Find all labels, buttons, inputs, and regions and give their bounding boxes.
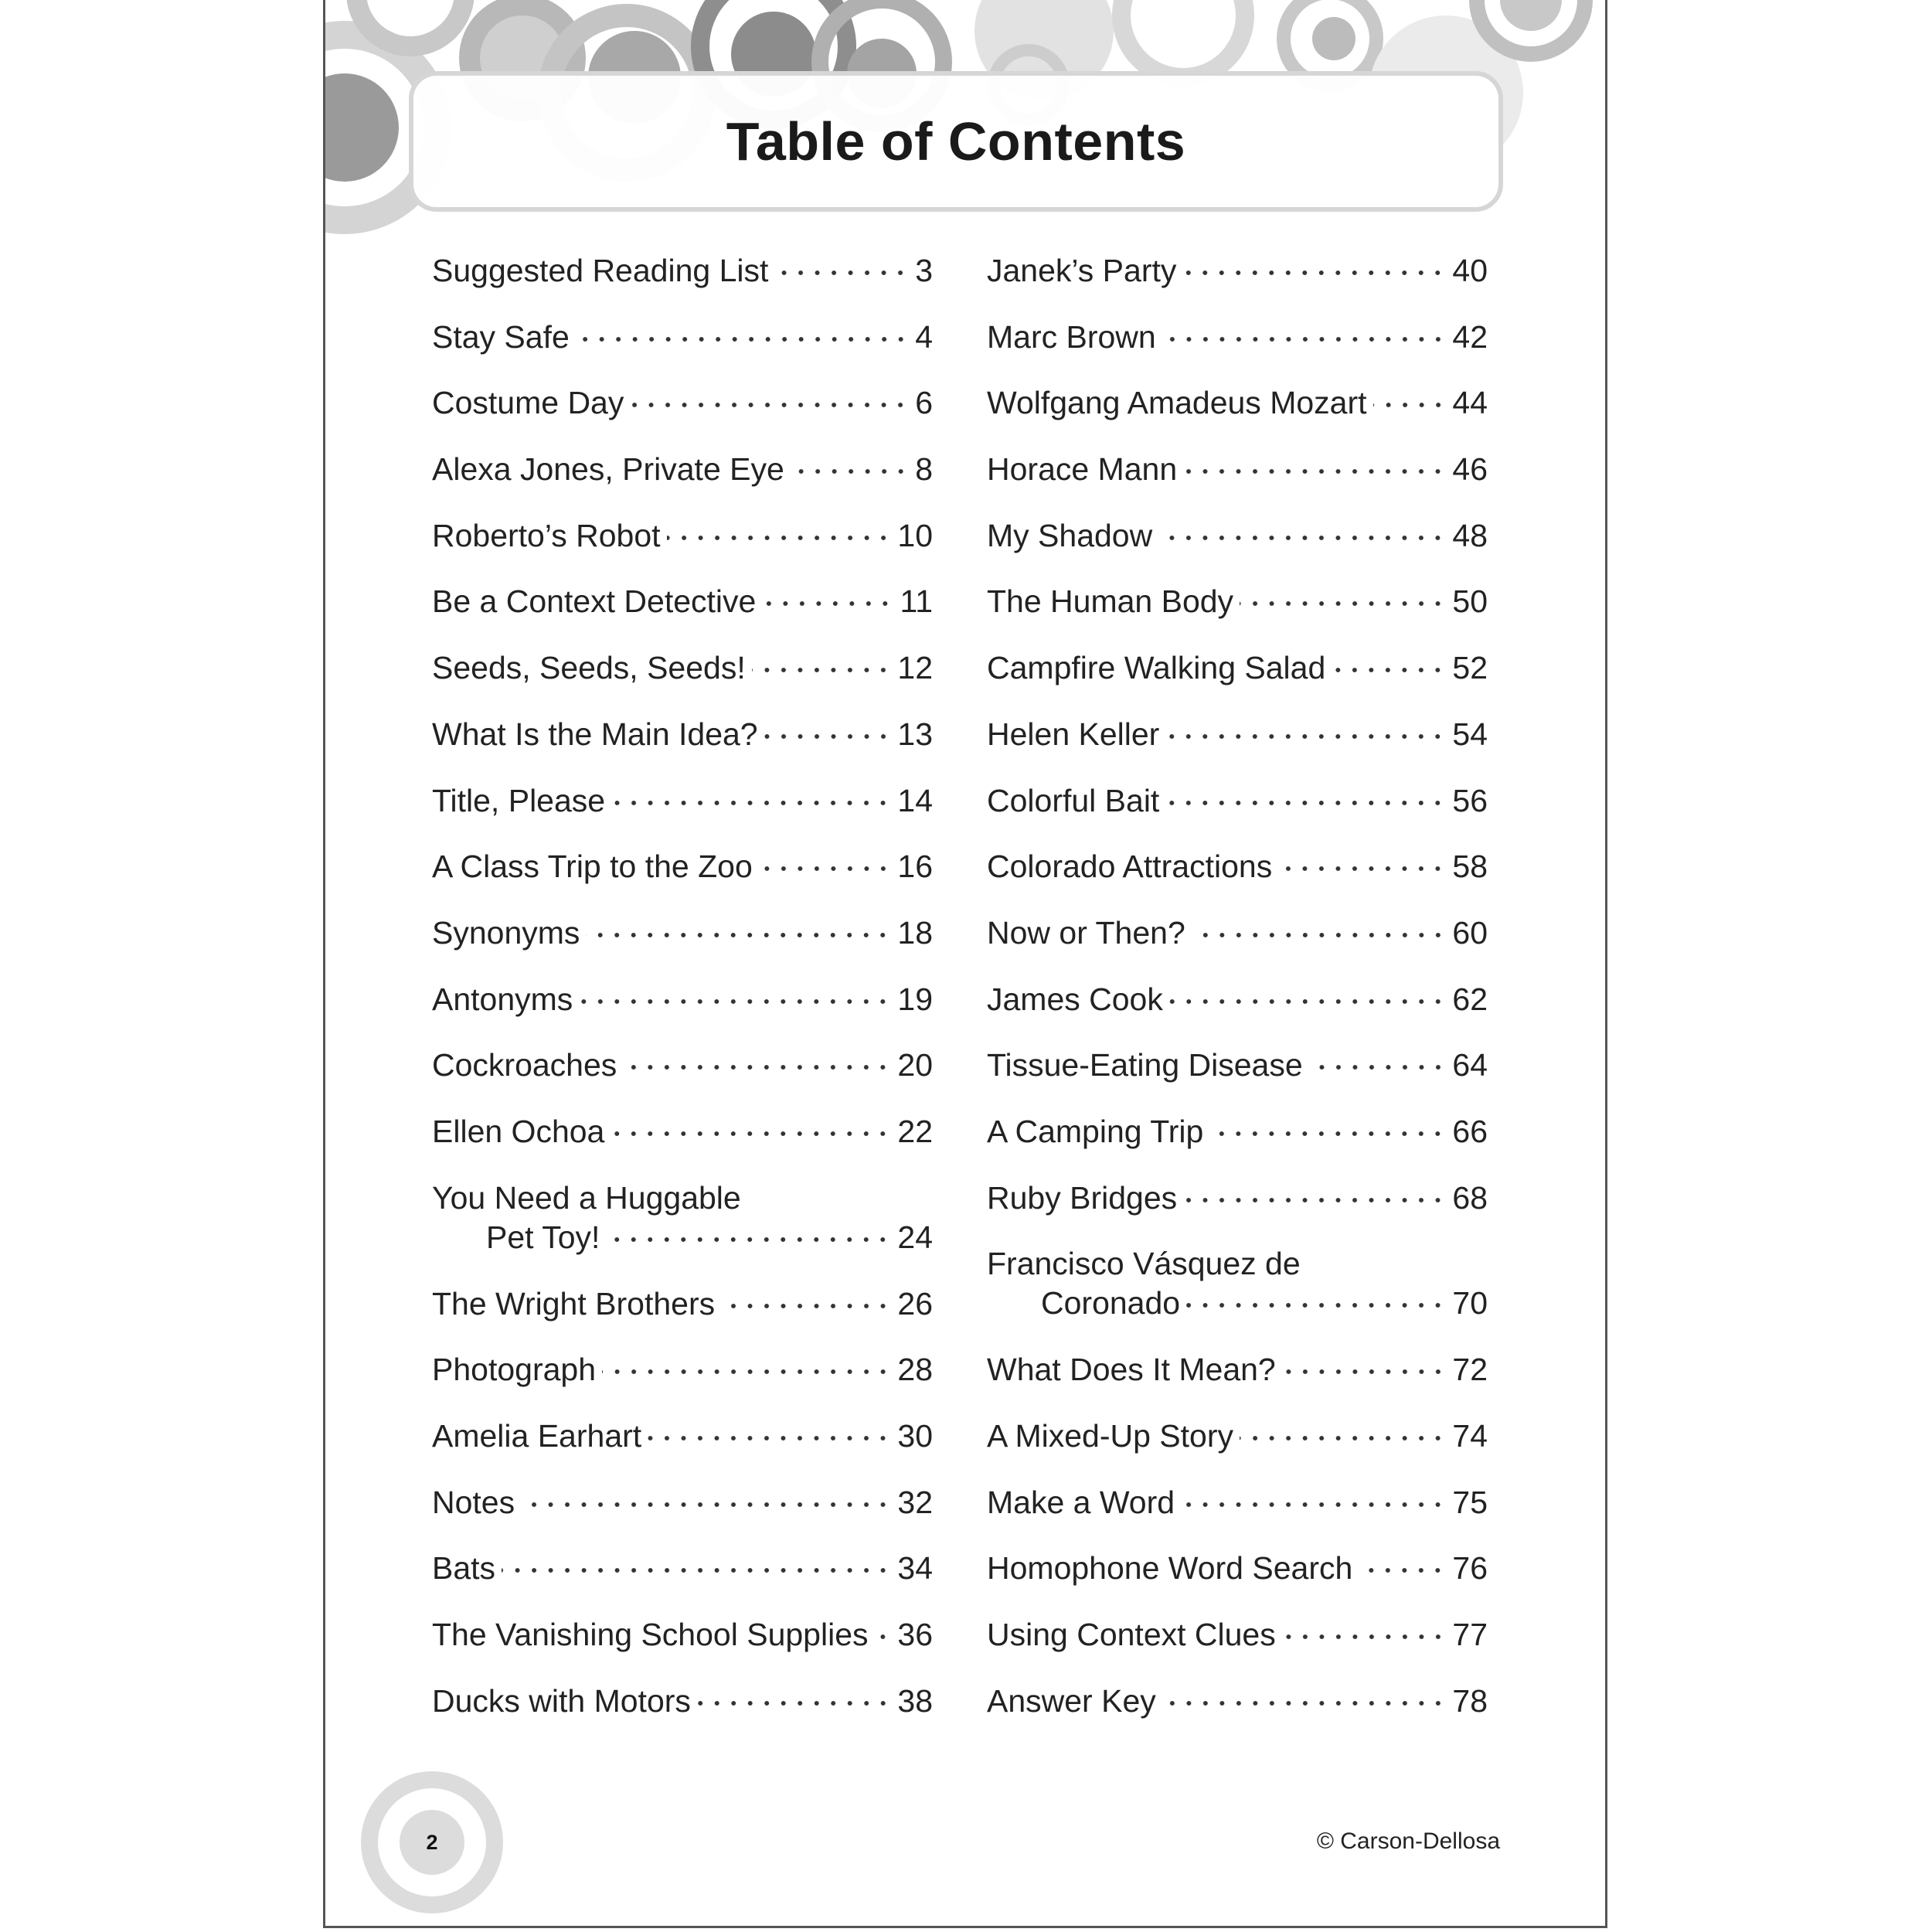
toc-entry: [432, 449, 933, 515]
dot-leader: [1359, 1563, 1446, 1579]
toc-entry-title: Roberto’s Robot: [432, 517, 661, 553]
toc-entry-title-continuation: Pet Toy!: [486, 1219, 600, 1255]
toc-entry: [987, 1548, 1488, 1614]
toc-entry-row: [987, 515, 1488, 556]
toc-entry: [987, 913, 1488, 979]
toc-entry-page-number: 14: [897, 782, 933, 818]
toc-entry-row: [987, 1482, 1488, 1522]
toc-entry-row: [987, 846, 1488, 886]
toc-entry-title: Costume Day: [432, 385, 624, 421]
toc-entry-page-number: 16: [897, 849, 933, 885]
dot-leader: [586, 928, 891, 944]
toc-entry-title: Suggested Reading List: [432, 253, 769, 288]
toc-entry-page-number: 24: [897, 1219, 933, 1255]
toc-entry: [432, 1349, 933, 1416]
toc-entry-row: [432, 1349, 933, 1389]
toc-entry-row: [432, 383, 933, 423]
toc-entry-page-number: 8: [915, 451, 933, 488]
toc-entry-page-number: 22: [897, 1113, 933, 1149]
dot-leader: [1309, 1060, 1447, 1076]
toc-entry-row: [432, 1416, 933, 1456]
dot-leader: [1282, 1365, 1447, 1380]
toc-entry-page-number: 12: [897, 650, 933, 686]
dot-leader: [774, 266, 909, 281]
toc-entry-page-number: 74: [1452, 1418, 1488, 1454]
toc-entry-page-number: 48: [1452, 517, 1488, 553]
toc-entry-row: [987, 317, 1488, 357]
toc-entry-title: James Cook: [987, 981, 1163, 1017]
toc-entry: [987, 317, 1488, 383]
dot-leader: [1186, 1298, 1446, 1314]
toc-entry-page-number: 58: [1452, 849, 1488, 885]
page-number: 2: [400, 1810, 464, 1875]
toc-entry-page-number: 68: [1452, 1179, 1488, 1216]
dot-leader: [1165, 796, 1446, 811]
dot-leader: [1332, 663, 1446, 679]
dot-leader: [762, 597, 893, 612]
toc-entry: [987, 648, 1488, 714]
toc-entry-row: [432, 449, 933, 489]
toc-entry-title: Seeds, Seeds, Seeds!: [432, 650, 746, 686]
dot-leader: [1183, 1193, 1446, 1209]
toc-entry: [987, 1614, 1488, 1681]
toc-entry-title: Francisco Vásquez de: [987, 1246, 1301, 1282]
toc-entry-title: Be a Context Detective: [432, 583, 757, 620]
dot-leader: [1183, 464, 1446, 480]
toc-entry-row: [432, 913, 933, 953]
toc-entry-title: Colorado Attractions: [987, 849, 1273, 885]
toc-entry-row: [432, 1482, 933, 1522]
toc-entry-page-number: 72: [1452, 1352, 1488, 1388]
toc-entry-page-number: 19: [897, 981, 933, 1017]
toc-entry-title: Campfire Walking Salad: [987, 650, 1326, 686]
toc-entry: [987, 1111, 1488, 1178]
toc-entry-title-continuation: Coronado: [1041, 1285, 1181, 1321]
toc-entry-page-number: 36: [897, 1617, 933, 1653]
dot-leader: [1169, 995, 1447, 1010]
dot-leader: [1192, 928, 1447, 944]
toc-entry-page-number: 3: [915, 253, 933, 288]
toc-entry-title: Horace Mann: [987, 451, 1178, 488]
toc-entry-title: What Does It Mean?: [987, 1352, 1276, 1388]
dot-leader: [697, 1696, 891, 1712]
toc-entry-title: Using Context Clues: [987, 1617, 1276, 1653]
dot-leader: [667, 531, 892, 546]
toc-entry-page-number: 66: [1452, 1113, 1488, 1149]
toc-entry-title: A Camping Trip: [987, 1113, 1204, 1149]
dot-leader: [502, 1563, 891, 1579]
toc-entry: [987, 250, 1488, 317]
dot-leader: [1209, 1127, 1446, 1142]
toc-entry-row: [432, 979, 933, 1019]
toc-entry-row: [432, 250, 933, 291]
toc-entry: [432, 979, 933, 1046]
toc-entry-title: A Mixed-Up Story: [987, 1418, 1233, 1454]
toc-entry-page-number: 18: [897, 914, 933, 951]
toc-entry: [432, 1548, 933, 1614]
dot-leader: [791, 464, 909, 480]
dot-leader: [759, 862, 892, 877]
dot-leader: [623, 1060, 891, 1076]
toc-entry-title: The Wright Brothers: [432, 1285, 716, 1321]
dot-leader: [611, 796, 891, 811]
dot-leader: [1162, 1696, 1447, 1712]
toc-entry-title: Make a Word: [987, 1484, 1175, 1520]
toc-entry-page-number: 78: [1452, 1682, 1488, 1719]
toc-entry-page-number: 38: [897, 1682, 933, 1719]
toc-entry-row: [987, 1178, 1488, 1218]
toc-entry: [987, 1349, 1488, 1416]
toc-entry-row: [987, 1681, 1488, 1721]
toc-entry: [432, 1416, 933, 1482]
toc-entry: [987, 714, 1488, 781]
dot-leader: [1182, 266, 1446, 281]
dot-leader: [1278, 862, 1446, 877]
toc-entry-row: [432, 1681, 933, 1721]
toc-entry-row: [432, 1284, 933, 1324]
toc-entry-page-number: 54: [1452, 716, 1488, 752]
toc-entry-title: Tissue-Eating Disease: [987, 1047, 1303, 1083]
toc-entry-row: [987, 913, 1488, 953]
dot-leader: [1162, 332, 1447, 348]
toc-entry-row: [432, 714, 933, 754]
toc-entry-row: [987, 979, 1488, 1019]
toc-right-column: [987, 250, 1488, 1747]
toc-entry-title: Title, Please: [432, 782, 606, 818]
toc-entry-title: My Shadow: [987, 517, 1153, 553]
dot-leader: [1373, 398, 1447, 413]
toc-entry: [432, 913, 933, 979]
toc-entry-title: Ruby Bridges: [987, 1179, 1178, 1216]
dot-leader: [630, 398, 909, 413]
toc-entry-page-number: 77: [1452, 1617, 1488, 1653]
toc-entry-title: Helen Keller: [987, 716, 1160, 752]
toc-entry-title: Homophone Word Search: [987, 1550, 1353, 1587]
toc-entry-title: The Human Body: [987, 583, 1234, 620]
toc-entry: [432, 846, 933, 913]
toc-entry-row: [432, 781, 933, 821]
toc-entry-title: Answer Key: [987, 1682, 1156, 1719]
toc-entry-title: Antonyms: [432, 981, 573, 1017]
toc-entry: [987, 449, 1488, 515]
toc-entry-title: Synonyms: [432, 914, 580, 951]
toc-entry-page-number: 64: [1452, 1047, 1488, 1083]
toc-entry: [987, 1681, 1488, 1747]
toc-entry: [987, 846, 1488, 913]
toc-entry-page-number: 75: [1452, 1484, 1488, 1520]
toc-entry-row: [987, 714, 1488, 754]
toc-entry-row: [432, 1217, 933, 1257]
toc-entry-row: [432, 1111, 933, 1151]
toc-entry-page-number: 34: [897, 1550, 933, 1587]
toc-entry-row: [432, 846, 933, 886]
toc-entry: [432, 1614, 933, 1681]
toc-entry-row: [987, 581, 1488, 621]
toc-entry: [987, 1045, 1488, 1111]
toc-entry-page-number: 46: [1452, 451, 1488, 488]
toc-entry: [432, 714, 933, 781]
toc-entry: [987, 1482, 1488, 1549]
toc-entry-title: A Class Trip to the Zoo: [432, 849, 753, 885]
toc-entry-page-number: 26: [897, 1285, 933, 1321]
book-page: [323, 0, 1607, 1928]
toc-entry-page-number: 30: [897, 1418, 933, 1454]
dot-leader: [1158, 531, 1446, 546]
toc-entry: [432, 250, 933, 317]
toc-entry-page-number: 56: [1452, 782, 1488, 818]
toc-entry-row: [987, 781, 1488, 821]
page-number-badge: [361, 1771, 503, 1913]
dot-leader: [606, 1233, 891, 1248]
toc-entry: [987, 515, 1488, 582]
toc-entry: [432, 1045, 933, 1111]
toc-entry: [987, 979, 1488, 1046]
toc-entry: [432, 648, 933, 714]
toc-entry: [987, 1178, 1488, 1244]
toc-entry-title: Ellen Ochoa: [432, 1113, 605, 1149]
toc-entry-row: [432, 317, 933, 357]
toc-entry-title: Wolfgang Amadeus Mozart: [987, 385, 1367, 421]
toc-entry-page-number: 42: [1452, 318, 1488, 355]
toc-entry: [432, 383, 933, 449]
toc-entry-page-number: 13: [897, 716, 933, 752]
toc-entry-row: [987, 1283, 1488, 1323]
dot-leader: [1240, 597, 1446, 612]
toc-entry-row: [432, 1548, 933, 1588]
toc-entry-page-number: 32: [897, 1484, 933, 1520]
toc-entry: [987, 1243, 1488, 1349]
dot-leader: [579, 995, 891, 1010]
toc-entry: [432, 581, 933, 648]
dot-leader: [1181, 1498, 1446, 1513]
copyright-notice: © Carson-Dellosa: [1316, 1828, 1500, 1854]
toc-entry: [432, 1111, 933, 1178]
toc-entry: [987, 781, 1488, 847]
toc-entry-page-number: 28: [897, 1352, 933, 1388]
toc-entry-page-number: 52: [1452, 650, 1488, 686]
toc-entry-row: [987, 1614, 1488, 1655]
toc-entry-row: [987, 250, 1488, 291]
toc-entry: [432, 1178, 933, 1284]
toc-entry-row: [987, 1045, 1488, 1085]
toc-entry: [987, 1416, 1488, 1482]
toc-entry-title: Photograph: [432, 1352, 597, 1388]
toc-entry-row: [987, 383, 1488, 423]
toc-entry-row: [432, 1045, 933, 1085]
toc-entry-page-number: 60: [1452, 914, 1488, 951]
toc-entry-title: Notes: [432, 1484, 515, 1520]
toc-entry-page-number: 10: [897, 517, 933, 553]
dot-leader: [875, 1630, 892, 1645]
toc-entry-page-number: 6: [915, 385, 933, 421]
toc-entry-title: Marc Brown: [987, 318, 1156, 355]
toc-entry-row: [987, 1349, 1488, 1389]
toc-entry-row: [987, 1548, 1488, 1588]
toc-entry-page-number: 44: [1452, 385, 1488, 421]
dot-leader: [1165, 730, 1446, 745]
toc-entry: [987, 383, 1488, 449]
toc-entry-row: [987, 1416, 1488, 1456]
toc-entry-row: [432, 1614, 933, 1655]
toc-left-column: [432, 250, 933, 1747]
dot-leader: [1240, 1431, 1446, 1447]
toc-entry-title: You Need a Huggable: [432, 1179, 741, 1216]
dot-leader: [521, 1498, 891, 1513]
toc-entry-row: [432, 515, 933, 556]
toc-entry-page-number: 76: [1452, 1550, 1488, 1587]
toc-entry-row: [987, 449, 1488, 489]
toc-entry-row: [987, 648, 1488, 688]
title-banner: [409, 71, 1503, 212]
dot-leader: [602, 1365, 891, 1380]
toc-entry-title: Cockroaches: [432, 1047, 617, 1083]
page-title: Table of Contents: [726, 111, 1186, 172]
toc-entry-page-number: 70: [1452, 1285, 1488, 1321]
toc-entry: [432, 781, 933, 847]
toc-entry: [987, 581, 1488, 648]
toc-entry-title: What Is the Main Idea?: [432, 716, 758, 752]
dot-leader: [648, 1431, 891, 1447]
toc-entry: [432, 1681, 933, 1747]
dot-leader: [721, 1299, 891, 1315]
toc-entry-title: Now or Then?: [987, 914, 1185, 951]
toc-entry-title: Ducks with Motors: [432, 1682, 691, 1719]
toc-entry: [432, 317, 933, 383]
toc-entry-row: [987, 1111, 1488, 1151]
toc-entry-title: Colorful Bait: [987, 782, 1160, 818]
toc-entry-page-number: 40: [1452, 253, 1488, 288]
dot-leader: [611, 1127, 891, 1142]
dot-leader: [1282, 1630, 1447, 1645]
toc-entry: [432, 1284, 933, 1350]
toc-entry-title: Alexa Jones, Private Eye: [432, 451, 784, 488]
toc-entry: [432, 515, 933, 582]
dot-leader: [764, 730, 892, 745]
toc-entry-title: Bats: [432, 1550, 496, 1587]
toc-entry-page-number: 62: [1452, 981, 1488, 1017]
dot-leader: [576, 332, 909, 348]
toc-entry: [432, 1482, 933, 1549]
toc-entry-page-number: 20: [897, 1047, 933, 1083]
toc-entry-title: Stay Safe: [432, 318, 570, 355]
toc-entry-title: The Vanishing School Supplies: [432, 1617, 869, 1653]
toc-entry-page-number: 4: [915, 318, 933, 355]
dot-leader: [752, 663, 892, 679]
toc-entry-title: Janek’s Party: [987, 253, 1177, 288]
toc-entry-page-number: 11: [900, 583, 933, 620]
toc-entry-row: [432, 648, 933, 688]
toc-entry-row: [432, 581, 933, 621]
toc-entry-page-number: 50: [1452, 583, 1488, 620]
toc-entry-title: Amelia Earhart: [432, 1418, 642, 1454]
